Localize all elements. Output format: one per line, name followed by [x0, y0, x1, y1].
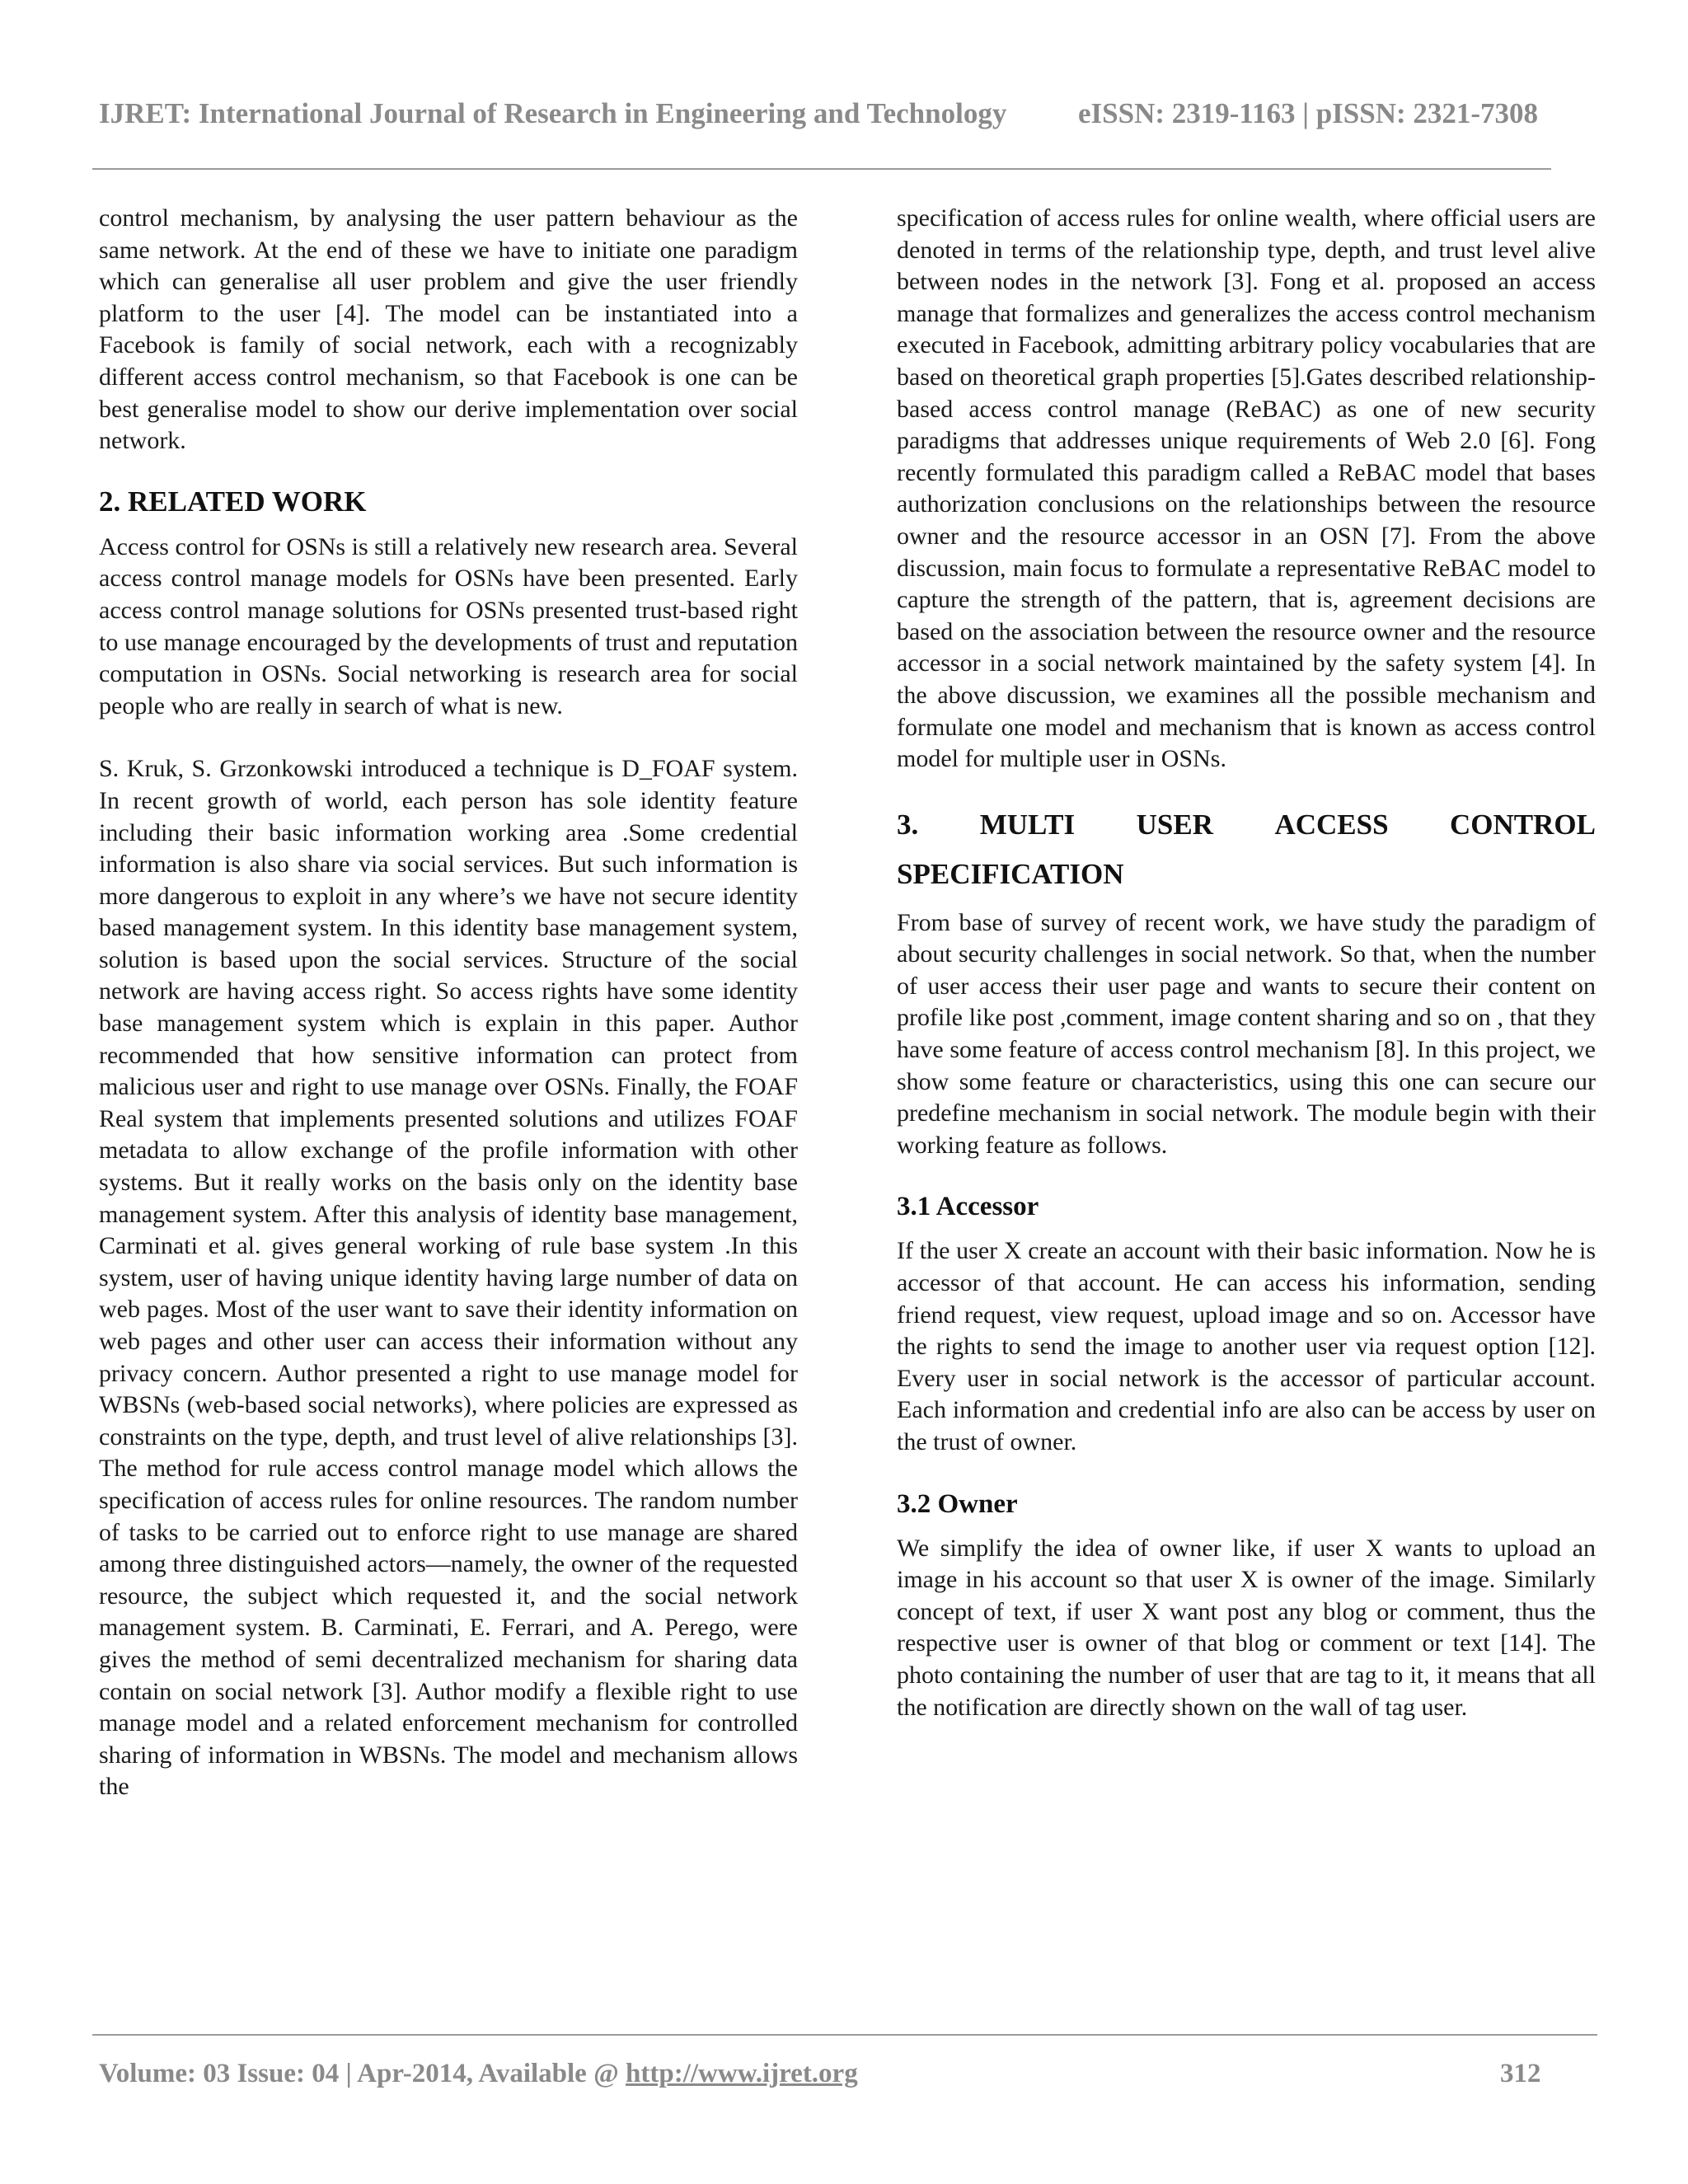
section-heading-related-work: 2. RELATED WORK	[99, 485, 367, 518]
heading-word: USER	[1136, 808, 1213, 841]
page-number: 312	[1500, 2059, 1541, 2088]
journal-title: IJRET: International Journal of Research in Engineering and Technology	[99, 97, 1007, 129]
owner-paragraph: We simplify the idea of owner like, if user X wants to upload an image in his account so that user X is owner of the image. Similarly concept of text, if user X want post any blog or comment, thus the respective user is owner of that blog or comment or text [14]. The photo containing the number of user that are tag to it, it means that all the notification are directly shown on the wall of tag user.	[897, 1534, 1596, 1721]
section-heading-multi-user-access-control	[897, 800, 1596, 899]
volume-info	[99, 2059, 858, 2089]
running-footer	[99, 2059, 1550, 2097]
issn-numbers: eISSN: 2319-1163 | pISSN: 2321-7308	[1078, 97, 1539, 129]
subsection-heading-owner: 3.2 Owner	[897, 1488, 1018, 1519]
header-divider	[92, 168, 1551, 170]
section-number: 3.	[897, 808, 919, 841]
heading-word: CONTROL	[1450, 808, 1596, 841]
related-work-paragraph-2: S. Kruk, S. Grzonkowski introduced a technique is D_FOAF system. In recent growth of world, each person has sole identity feature including their basic information working area .Some credential information is also share via social services. But such information is more dangerous to exploit in any where’s we have not secure identity based management system. In this identity base management system, solution is based upon the social services. Structure of the social network are having access right. So access rights have some identity base management system which is explain in this paper. Author recommended that how sensitive information can protect from malicious user and right to use manage over OSNs. Finally, the FOAF Real system that implements presented solutions and utilizes FOAF metadata to allow exchange of the profile information with other systems. But it really works on the basis only on the identity base management system. After this analysis of identity base management, Carminati et al. gives general working of rule base system .In this system, user of having unique identity having large number of data on web pages. Most of the user want to save their identity information on web pages and other user can access their information without any privacy concern. Author presented a right to use manage model for WBSNs (web-based social networks), where policies are expressed as constraints on the type, depth, and trust level of alive relationships [3]. The method for rule access control manage model which allows the specification of access rules for online resources. The random number of tasks to be carried out to enforce right to use manage are shared among three distinguished actors—namely, the owner of the requested resource, the subject which requested it, and the social network management system. B. Carminati, E. Ferrari, and A. Perego, were gives the method of semi decentralized mechanism for sharing data contain on social network [3]. Author modify a flexible right to use manage model and a related enforcement mechanism for controlled sharing of information in WBSNs. The model and mechanism allows the	[99, 755, 798, 1801]
intro-paragraph: control mechanism, by analysing the user pattern behaviour as the same network. At the end of these we have to initiate one paradigm which can generalise all user problem and give the user friendly platform to the user [4]. The model can be instantiated into a Facebook is family of social network, each with a recognizably different access control mechanism, so that Facebook is one can be best generalise model to show our derive implementation over social network.	[99, 204, 798, 455]
left-column	[99, 203, 798, 1803]
continued-paragraph: specification of access rules for online wealth, where official users are denoted in terms of the relationship type, depth, and trust level alive between nodes in the network [3]. Fong et al. proposed an access manage that formalizes and generalizes the access control mechanism executed in Facebook, admitting arbitrary policy vocabularies that are based on theoretical graph properties [5].Gates described relationship-based access control manage (ReBAC) as one of new security paradigms that addresses unique requirements of Web 2.0 [6]. Fong recently formulated this paradigm called a ReBAC model that bases authorization conclusions on the relationships between the resource owner and the resource accessor in an OSN [7]. From the above discussion, main focus to formulate a representative ReBAC model to capture the strength of the pattern, that is, agreement decisions are based on the association between the resource owner and the resource accessor in a social network maintained by the safety system [4]. In the above discussion, we examines all the possible mechanism and formulate one model and mechanism that is known as access control model for multiple user in OSNs.	[897, 204, 1596, 773]
right-column	[897, 203, 1596, 1723]
heading-word: MULTI	[979, 808, 1076, 841]
volume-text: Volume: 03 Issue: 04 | Apr-2014, Available @	[99, 2059, 626, 2088]
section-heading-line-2: SPECIFICATION	[897, 857, 1124, 890]
accessor-paragraph: If the user X create an account with their basic information. Now he is accessor of that account. He can access his information, sending friend request, view request, upload image and so on. Accessor have the rights to send the image to another user via request option [12]. Every user in social network is the accessor of particular account. Each information and credential info are also can be access by user on the trust of owner.	[897, 1237, 1596, 1455]
subsection-heading-accessor: 3.1 Accessor	[897, 1192, 1039, 1222]
specification-paragraph: From base of survey of recent work, we have study the paradigm of about security challenges in social network. So that, when the number of user access their user page and wants to secure their content on profile like post ,comment, image content sharing and so on , that they have some feature of access control mechanism [8]. In this project, we show some feature or characteristics, using this one can secure our predefine mechanism in social network. The module begin with their working feature as follows.	[897, 908, 1596, 1159]
section-heading-line-1	[897, 800, 1596, 850]
heading-word: ACCESS	[1274, 808, 1389, 841]
journal-link[interactable]: http://www.ijret.org	[626, 2059, 858, 2088]
related-work-paragraph-1: Access control for OSNs is still a relatively new research area. Several access control manage models for OSNs have been presented. Early access control manage solutions for OSNs presented trust-based right to use manage encouraged by the developments of trust and reputation computation in OSNs. Social networking is research area for social people who are really in search of what is new.	[99, 532, 799, 719]
footer-divider	[92, 2034, 1597, 2036]
running-header	[99, 97, 1550, 138]
